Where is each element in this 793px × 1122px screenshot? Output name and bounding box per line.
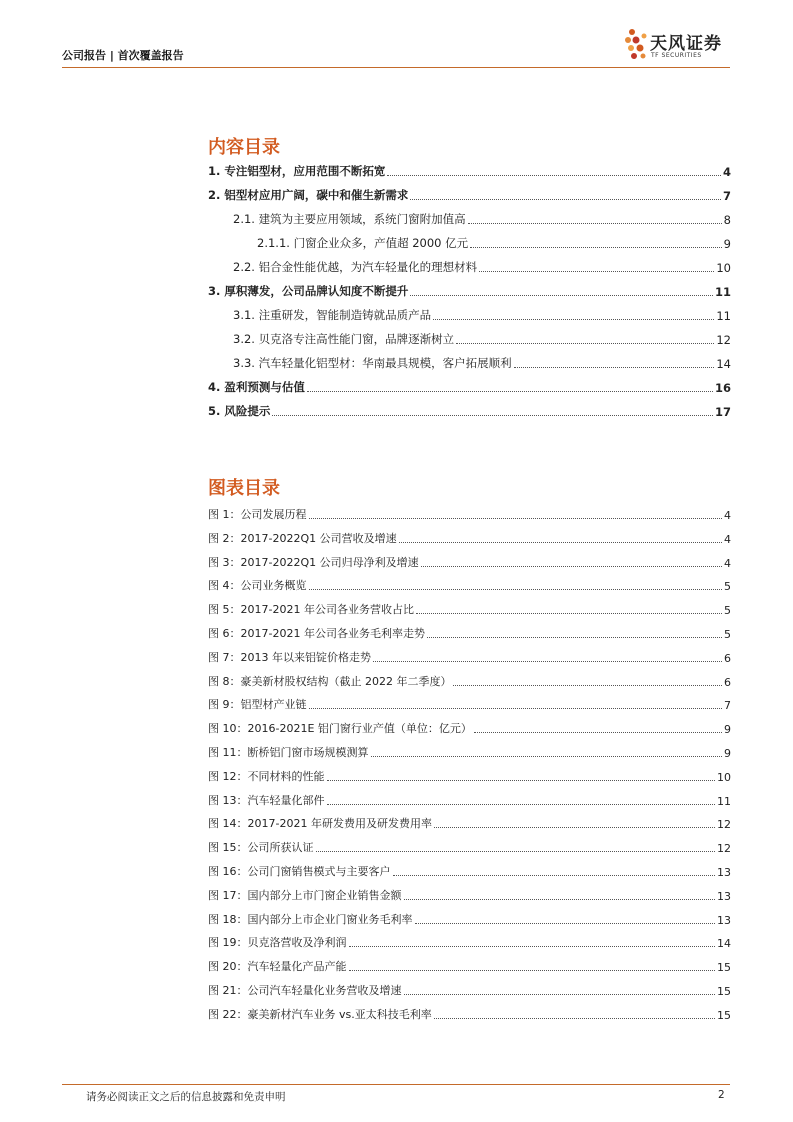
toc-entry-page: 7: [722, 189, 731, 203]
dot-leader: [272, 414, 713, 416]
toc-entry-page: 12: [716, 333, 731, 347]
toc-entry-label: 3. 厚积薄发，公司品牌认知度不断提升: [208, 284, 409, 298]
dot-leader: [468, 222, 722, 224]
toc-entry-page: 9: [723, 237, 731, 251]
dot-leader: [415, 922, 716, 924]
page-number: 2: [718, 1089, 725, 1101]
toc-entry-label: 2. 铝型材应用广阔，碳中和催生新需求: [208, 188, 409, 202]
dot-leader: [387, 174, 721, 176]
toc-entry-page: 10: [716, 261, 731, 275]
toc-entry-label: 2.1.1. 门窗企业众多，产值超 2000 亿元: [257, 236, 469, 250]
figure-entry[interactable]: [208, 768, 731, 784]
figure-entry-label: 图 2：2017-2022Q1 公司营收及增速: [208, 532, 397, 545]
dot-leader: [434, 1017, 715, 1019]
toc-entry[interactable]: [233, 307, 731, 323]
dot-leader: [433, 318, 714, 320]
toc-entry-page: 8: [723, 213, 731, 227]
figure-entry-label: 图 11：断桥铝门窗市场规模测算: [208, 746, 369, 759]
figure-entry-label: 图 6：2017-2021 年公司各业务毛利率走势: [208, 627, 425, 640]
figure-entry-label: 图 7：2013 年以来铝锭价格走势: [208, 651, 371, 664]
dot-leader: [309, 707, 723, 709]
toc-entry[interactable]: [233, 259, 731, 275]
dot-leader: [514, 366, 715, 368]
toc-title: 内容目录: [208, 137, 280, 158]
figure-entry[interactable]: [208, 744, 731, 760]
toc-entry-label: 1. 专注铝型材，应用范围不断拓宽: [208, 164, 386, 178]
figure-entry-label: 图 9：铝型材产业链: [208, 698, 307, 711]
figure-entry[interactable]: [208, 649, 731, 665]
figure-entry-page: 6: [724, 676, 731, 689]
dot-leader: [373, 660, 722, 662]
figure-entry-page: 5: [724, 580, 731, 593]
toc-entry[interactable]: [233, 355, 731, 371]
toc-entry-label: 2.1. 建筑为主要应用领域，系统门窗附加值高: [233, 212, 466, 226]
dot-leader: [404, 993, 716, 995]
figure-entry[interactable]: [208, 887, 731, 903]
brand-name-en: TF SECURITIES: [651, 52, 702, 59]
figure-entry-label: 图 22：豪美新材汽车业务 vs.亚太科技毛利率: [208, 1008, 432, 1021]
figure-entry-page: 15: [717, 985, 731, 998]
dot-leader: [421, 565, 722, 567]
figure-entry-page: 15: [717, 961, 731, 974]
dot-leader: [410, 294, 713, 296]
toc-entry[interactable]: [233, 211, 731, 227]
dot-leader: [316, 850, 716, 852]
brand-name-cn: 天风证券: [650, 34, 722, 54]
dot-leader: [456, 342, 714, 344]
figure-entry[interactable]: [208, 530, 731, 546]
figure-entry-label: 图 12：不同材料的性能: [208, 770, 325, 783]
toc-entry[interactable]: [208, 283, 731, 299]
toc-entry-page: 17: [714, 405, 731, 419]
dot-leader: [416, 612, 722, 614]
toc-entry[interactable]: [208, 163, 731, 179]
figure-entry-label: 图 1：公司发展历程: [208, 508, 307, 521]
toc-entry-page: 4: [722, 165, 731, 179]
dot-leader: [307, 390, 713, 392]
figures-title: 图表目录: [208, 478, 280, 499]
dot-leader: [393, 874, 716, 876]
figure-entry-page: 5: [724, 628, 731, 641]
figure-entry-label: 图 8：豪美新材股权结构（截止 2022 年二季度）: [208, 675, 452, 688]
figure-entry-label: 图 14：2017-2021 年研发费用及研发费用率: [208, 817, 432, 830]
figure-entry-label: 图 21：公司汽车轻量化业务营收及增速: [208, 984, 402, 997]
figure-entry-page: 9: [724, 723, 731, 736]
figure-entry-page: 7: [724, 699, 731, 712]
figure-entry-page: 13: [717, 914, 731, 927]
figure-entry[interactable]: [208, 577, 731, 593]
figure-entry[interactable]: [208, 934, 731, 950]
figure-entry[interactable]: [208, 1006, 731, 1022]
figure-entry-label: 图 20：汽车轻量化产品产能: [208, 960, 347, 973]
toc-entry-page: 16: [714, 381, 731, 395]
figure-entry[interactable]: [208, 554, 731, 570]
figure-entry-page: 6: [724, 652, 731, 665]
figure-entry[interactable]: [208, 506, 731, 522]
dot-leader: [453, 684, 722, 686]
footer-divider: [62, 1084, 730, 1085]
toc-entry-label: 3.2. 贝克洛专注高性能门窗，品牌逐渐树立: [233, 332, 455, 346]
toc-entry[interactable]: [257, 235, 731, 251]
dot-leader: [371, 755, 723, 757]
figure-entry[interactable]: [208, 815, 731, 831]
figure-entry[interactable]: [208, 792, 731, 808]
toc-entry-label: 3.1. 注重研发，智能制造铸就品质产品: [233, 308, 432, 322]
figure-entry[interactable]: [208, 720, 731, 736]
figure-entry-label: 图 3：2017-2022Q1 公司归母净利及增速: [208, 556, 419, 569]
figure-entry[interactable]: [208, 696, 731, 712]
dot-leader: [427, 636, 722, 638]
figure-entry-label: 图 18：国内部分上市企业门窗业务毛利率: [208, 913, 413, 926]
figure-entry[interactable]: [208, 625, 731, 641]
dot-leader: [327, 779, 716, 781]
figure-entry[interactable]: [208, 958, 731, 974]
figure-entry[interactable]: [208, 673, 731, 689]
toc-entry[interactable]: [208, 187, 731, 203]
figure-entry-page: 11: [717, 795, 731, 808]
figure-entry-page: 12: [717, 842, 731, 855]
dot-leader: [470, 246, 722, 248]
dot-leader: [474, 731, 722, 733]
toc-entry-page: 11: [716, 309, 731, 323]
figure-entry-label: 图 10：2016-2021E 铝门窗行业产值（单位：亿元）: [208, 722, 472, 735]
toc-entry-label: 3.3. 汽车轻量化铝型材：华南最具规模，客户拓展顺利: [233, 356, 512, 370]
figure-entry-page: 4: [724, 533, 731, 546]
figure-entry-page: 14: [717, 937, 731, 950]
figure-entry-page: 13: [717, 890, 731, 903]
toc-entry-page: 14: [716, 357, 731, 371]
figure-entry[interactable]: [208, 601, 731, 617]
figure-entry-label: 图 13：汽车轻量化部件: [208, 794, 325, 807]
figure-entry-label: 图 4：公司业务概览: [208, 579, 307, 592]
dot-leader: [309, 588, 723, 590]
toc-entry[interactable]: [208, 403, 731, 419]
dot-leader: [309, 517, 723, 519]
figure-entry-label: 图 5：2017-2021 年公司各业务营收占比: [208, 603, 414, 616]
dot-leader: [410, 198, 721, 200]
dot-leader: [479, 270, 714, 272]
toc-entry-page: 11: [714, 285, 731, 299]
figure-entry-page: 9: [724, 747, 731, 760]
figure-entry-page: 12: [717, 818, 731, 831]
report-type: 公司报告 | 首次覆盖报告: [62, 49, 184, 62]
figure-entry-label: 图 16：公司门窗销售模式与主要客户: [208, 865, 391, 878]
toc-entry-label: 4. 盈利预测与估值: [208, 380, 305, 394]
figure-entry[interactable]: [208, 911, 731, 927]
toc-entry[interactable]: [208, 379, 731, 395]
figure-entry-page: 10: [717, 771, 731, 784]
toc-entry[interactable]: [233, 331, 731, 347]
dot-leader: [349, 945, 716, 947]
toc-entry-label: 2.2. 铝合金性能优越，为汽车轻量化的理想材料: [233, 260, 478, 274]
toc-entry-label: 5. 风险提示: [208, 404, 271, 418]
figure-entry-label: 图 15：公司所获认证: [208, 841, 314, 854]
dot-leader: [327, 803, 716, 805]
figure-entry[interactable]: [208, 982, 731, 998]
dot-leader: [404, 898, 716, 900]
dot-leader: [434, 826, 715, 828]
figure-entry[interactable]: [208, 863, 731, 879]
figure-entry-page: 4: [724, 557, 731, 570]
figure-entry[interactable]: [208, 839, 731, 855]
dot-leader: [349, 969, 716, 971]
figure-entry-page: 13: [717, 866, 731, 879]
figure-entry-page: 15: [717, 1009, 731, 1022]
figure-entry-page: 5: [724, 604, 731, 617]
figure-entry-label: 图 17：国内部分上市门窗企业销售金额: [208, 889, 402, 902]
footer-disclaimer: 请务必阅读正文之后的信息披露和免责申明: [86, 1091, 286, 1103]
dot-leader: [399, 541, 722, 543]
figure-entry-page: 4: [724, 509, 731, 522]
figure-entry-label: 图 19：贝克洛营收及净利润: [208, 936, 347, 949]
